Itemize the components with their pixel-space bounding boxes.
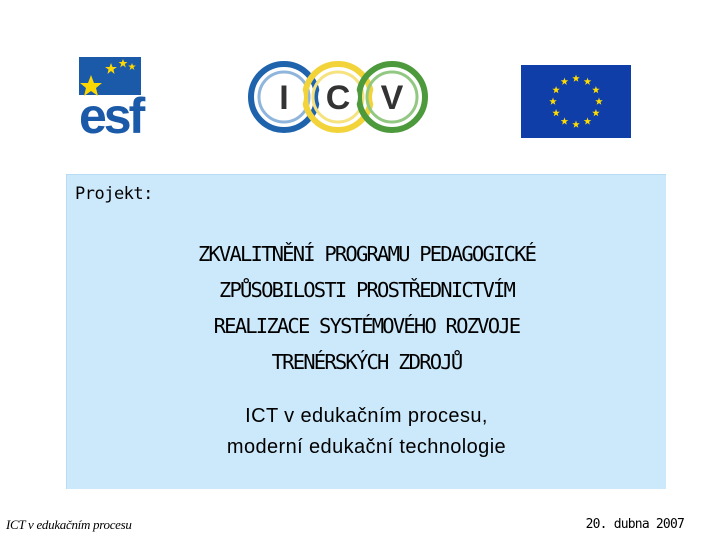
esf-logo xyxy=(79,57,171,135)
project-label: Projekt: xyxy=(75,184,153,204)
svg-text:V: V xyxy=(380,79,404,117)
subtitle-line: ICT v edukačním procesu, xyxy=(245,405,488,427)
project-title-line: ZKVALITNĚNÍ PROGRAMU PEDAGOGICKÉ xyxy=(197,242,536,266)
project-title-line: REALIZACE SYSTÉMOVÉHO ROZVOJE xyxy=(213,314,520,338)
project-title-line: TRENÉRSKÝCH ZDROJŮ xyxy=(271,350,462,374)
project-panel xyxy=(66,174,666,489)
project-title-line: ZPŮSOBILOSTI PROSTŘEDNICTVÍM xyxy=(218,278,515,302)
svg-text:C: C xyxy=(325,79,351,117)
icv-logo xyxy=(246,56,430,138)
svg-text:I: I xyxy=(279,79,289,117)
project-title xyxy=(67,236,666,380)
footer-date: 20. dubna 2007 xyxy=(585,517,684,532)
footer-course-name: ICT v edukačním procesu xyxy=(6,517,132,532)
svg-text:esf: esf xyxy=(79,88,143,135)
eu-flag xyxy=(521,65,631,138)
subtitle-line: moderní edukační technologie xyxy=(226,436,507,458)
subtitle xyxy=(67,401,666,463)
